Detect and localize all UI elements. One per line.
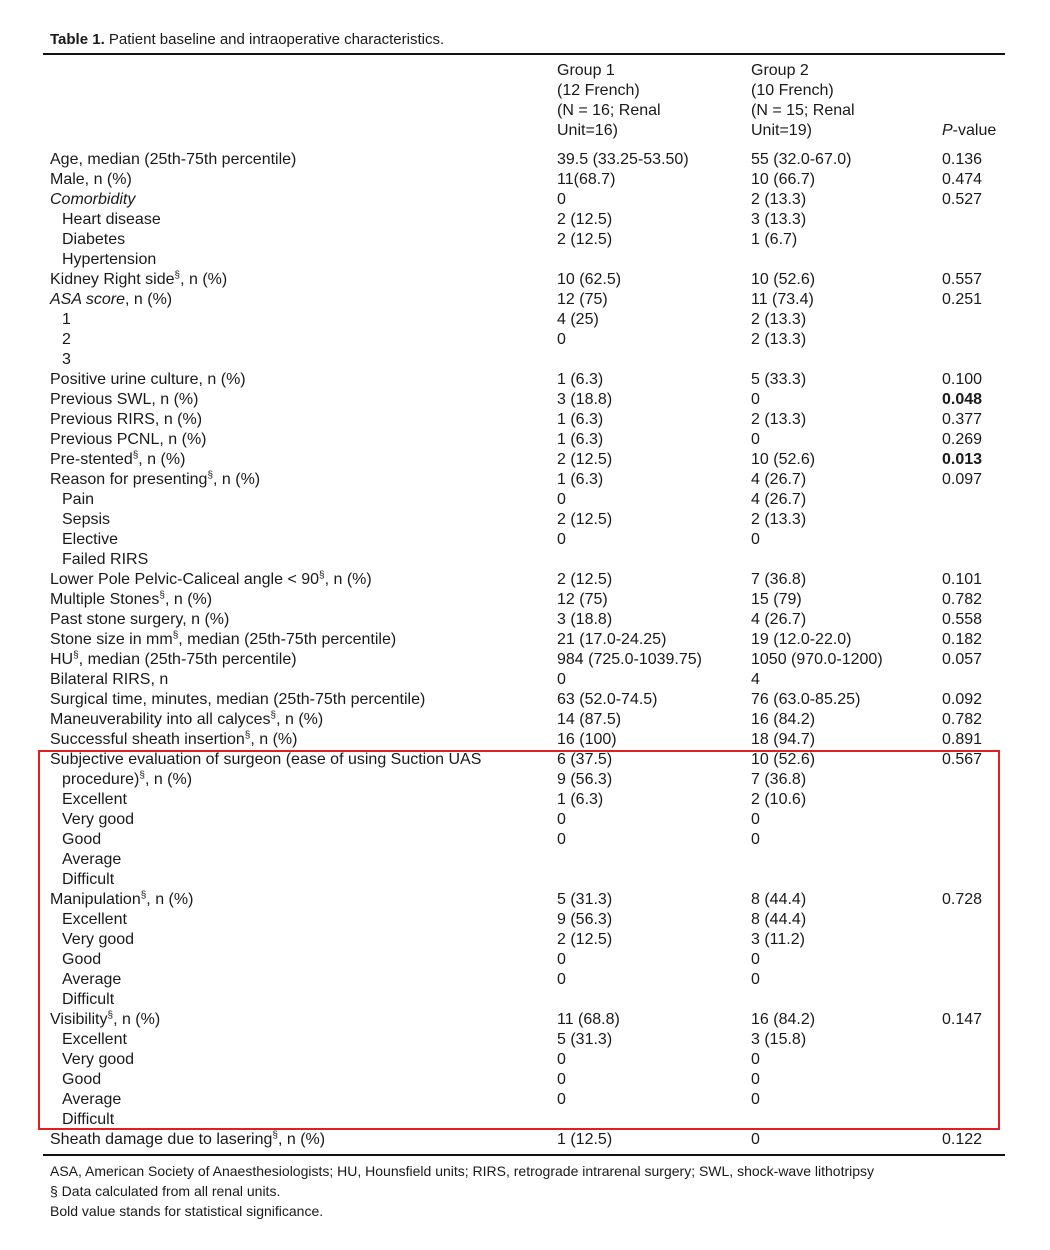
group1-value: 1 (12.5) — [557, 1131, 613, 1148]
p-value: 0.097 — [942, 471, 983, 488]
table-row — [0, 310, 1050, 330]
group1-header — [557, 61, 661, 141]
group1-value: 12 (75) — [557, 291, 608, 308]
row-label-text: HU — [50, 651, 74, 668]
row-label-text: Previous PCNL, n (%) — [50, 431, 207, 448]
row-label-text: 3 — [62, 351, 71, 368]
row-label — [62, 230, 125, 250]
group1-value: 2 (12.5) — [557, 211, 613, 228]
p-value: 0.269 — [942, 431, 983, 448]
table-row — [0, 230, 1050, 250]
group1-value: 1 (6.3) — [557, 791, 604, 808]
group2-value: 8 (44.4) — [751, 911, 807, 928]
pvalue-header-rest: -value — [952, 122, 997, 139]
table-row — [0, 390, 1050, 410]
group1-value: 3 (18.8) — [557, 611, 613, 628]
group1-value: 1 (6.3) — [557, 471, 604, 488]
table-title: Patient baseline and intraoperative characteristics. — [108, 31, 445, 48]
table-row — [0, 530, 1050, 550]
row-label — [50, 610, 229, 630]
group2-value: 3 (11.2) — [751, 931, 805, 948]
renal-unit-marker: § — [272, 1130, 278, 1141]
row-label — [50, 430, 207, 450]
group2-value: 11 (73.4) — [751, 291, 814, 308]
group1-value: 2 (12.5) — [557, 231, 613, 248]
row-label — [50, 270, 227, 290]
group2-value: 1050 (970.0-1200) — [751, 651, 883, 668]
group2-value: 2 (13.3) — [751, 311, 807, 328]
row-label-text: Male, n (%) — [50, 171, 132, 188]
row-label-text: Stone size in mm — [50, 631, 173, 648]
row-label — [50, 150, 296, 170]
row-label — [50, 370, 246, 390]
row-label — [50, 470, 260, 490]
row-label — [62, 550, 148, 570]
p-value: 0.147 — [942, 1011, 983, 1028]
table-row — [0, 430, 1050, 450]
group2-value: 55 (32.0-67.0) — [751, 151, 852, 168]
p-value: 0.527 — [942, 191, 983, 208]
row-label-text: Failed RIRS — [62, 551, 149, 568]
row-label-text: Pre-stented — [50, 451, 133, 468]
renal-unit-marker: § — [207, 470, 213, 481]
row-label — [50, 1130, 325, 1150]
group2-value: 76 (63.0-85.25) — [751, 691, 861, 708]
row-label — [62, 490, 94, 510]
group1-value: 5 (31.3) — [557, 1031, 613, 1048]
row-label-text: Excellent — [62, 911, 127, 928]
row-label-text: Comorbidity — [50, 191, 136, 208]
row-label — [50, 710, 323, 730]
group2-value: 10 (52.6) — [751, 451, 816, 468]
group1-value: 63 (52.0-74.5) — [557, 691, 658, 708]
p-value: 0.782 — [942, 711, 983, 728]
row-label — [62, 250, 156, 270]
renal-unit-marker: § — [139, 770, 145, 781]
group2-value: 3 (13.3) — [751, 211, 807, 228]
row-label — [50, 390, 198, 410]
row-label-suffix: , n (%) — [146, 891, 194, 908]
group2-value: 0 — [751, 1091, 760, 1108]
row-label-text: Maneuverability into all calyces — [50, 711, 271, 728]
group1-value: 11(68.7) — [557, 171, 616, 188]
row-label — [50, 650, 297, 670]
row-label-suffix: , n (%) — [138, 451, 186, 468]
highlight-box — [38, 750, 1000, 1130]
row-label — [50, 590, 212, 610]
footnote-renal-units: § Data calculated from all renal units. — [50, 1183, 281, 1199]
group2-value: 10 (52.6) — [751, 271, 816, 288]
table-row — [0, 610, 1050, 630]
row-label-text: Lower Pole Pelvic-Caliceal angle < 90 — [50, 571, 320, 588]
row-label-text: Good — [62, 831, 102, 848]
row-label-suffix: , n (%) — [113, 1011, 161, 1028]
row-label-text: Heart disease — [62, 211, 161, 228]
group2-header-line: (10 French) — [751, 82, 834, 99]
table-row — [0, 150, 1050, 170]
group2-value: 4 (26.7) — [751, 491, 807, 508]
group1-value: 3 (18.8) — [557, 391, 613, 408]
table-row — [0, 650, 1050, 670]
row-label-text: Pain — [62, 491, 95, 508]
row-label-text: Difficult — [62, 1111, 115, 1128]
group2-value: 0 — [751, 431, 760, 448]
row-label — [62, 510, 110, 530]
group2-value: 0 — [751, 531, 760, 548]
row-label — [50, 570, 372, 590]
p-value: 0.728 — [942, 891, 983, 908]
renal-unit-marker: § — [174, 270, 181, 281]
row-label — [62, 530, 118, 550]
row-label-text: Previous SWL, n (%) — [50, 391, 199, 408]
group2-value: 16 (84.2) — [751, 711, 816, 728]
p-value: 0.122 — [942, 1131, 983, 1148]
group2-value: 15 (79) — [751, 591, 802, 608]
group1-value: 0 — [557, 811, 566, 828]
group1-value: 0 — [557, 191, 566, 208]
row-label-text: Bilateral RIRS, n — [50, 671, 169, 688]
row-label — [62, 330, 71, 350]
renal-unit-marker: § — [159, 590, 165, 601]
row-label-text: Surgical time, minutes, median (25th-75th percentile) — [50, 691, 426, 708]
renal-unit-marker: § — [172, 630, 179, 641]
group1-value: 10 (62.5) — [557, 271, 622, 288]
p-value: 0.557 — [942, 271, 983, 288]
group1-value: 1 (6.3) — [557, 411, 604, 428]
p-value: 0.567 — [942, 751, 983, 768]
table-caption — [50, 30, 444, 50]
group2-value: 0 — [751, 951, 760, 968]
group1-value: 11 (68.8) — [557, 1011, 620, 1028]
group1-value: 2 (12.5) — [557, 931, 613, 948]
row-label-suffix: , median (25th-75th percentile) — [178, 631, 397, 648]
renal-unit-marker: § — [140, 890, 147, 901]
row-label — [62, 210, 161, 230]
row-label — [50, 630, 396, 650]
group2-value: 5 (33.3) — [751, 371, 807, 388]
p-value: 0.057 — [942, 651, 983, 668]
group1-value: 39.5 (33.25-53.50) — [557, 151, 689, 168]
table-row — [0, 210, 1050, 230]
table-row — [0, 1130, 1050, 1150]
group2-value: 10 (52.6) — [751, 751, 816, 768]
group1-value: 2 (12.5) — [557, 511, 613, 528]
p-value: 0.013 — [942, 451, 983, 468]
row-label-text: Very good — [62, 1051, 135, 1068]
group1-header-line: Unit=16) — [557, 122, 618, 139]
p-value: 0.558 — [942, 611, 983, 628]
row-label-text: ASA score — [50, 291, 125, 308]
row-label-text: Successful sheath insertion — [50, 731, 245, 748]
row-label-text: Excellent — [62, 1031, 127, 1048]
group2-value: 0 — [751, 1071, 760, 1088]
table-row — [0, 190, 1050, 210]
row-label-text: Visibility — [50, 1011, 108, 1028]
group1-value: 0 — [557, 331, 566, 348]
group1-value: 984 (725.0-1039.75) — [557, 651, 702, 668]
table-row — [0, 170, 1050, 190]
row-label-suffix: , n (%) — [276, 711, 324, 728]
row-label-text: Subjective evaluation of surgeon (ease of using Suction UAS — [50, 751, 482, 768]
row-label-text: Multiple Stones — [50, 591, 160, 608]
row-label-text: procedure) — [62, 771, 140, 788]
table-row — [0, 270, 1050, 290]
p-value: 0.891 — [942, 731, 983, 748]
group2-value: 4 (26.7) — [751, 471, 807, 488]
group1-value: 0 — [557, 491, 566, 508]
row-label — [50, 690, 425, 710]
row-label-suffix: , n (%) — [164, 591, 213, 608]
p-value: 0.101 — [942, 571, 983, 588]
group2-value: 7 (36.8) — [751, 571, 807, 588]
p-value: 0.377 — [942, 411, 983, 428]
table-row — [0, 330, 1050, 350]
p-value: 0.182 — [942, 631, 983, 648]
table-row — [0, 630, 1050, 650]
row-label-suffix: , median (25th-75th percentile) — [78, 651, 297, 668]
group2-header-line: (N = 15; Renal — [751, 102, 855, 119]
group2-value: 4 (26.7) — [751, 611, 807, 628]
group1-header-line: (12 French) — [557, 82, 640, 99]
group2-header — [751, 61, 855, 141]
table-row — [0, 590, 1050, 610]
p-value: 0.782 — [942, 591, 983, 608]
group1-value: 0 — [557, 1091, 566, 1108]
row-label-text: Positive urine culture, n (%) — [50, 371, 246, 388]
group2-value: 16 (84.2) — [751, 1011, 816, 1028]
row-label-text: Sepsis — [62, 511, 111, 528]
group2-header-line: Unit=19) — [751, 122, 812, 139]
group2-value: 2 (13.3) — [751, 411, 807, 428]
group2-value: 0 — [751, 1131, 760, 1148]
group2-value: 10 (66.7) — [751, 171, 816, 188]
group1-value: 16 (100) — [557, 731, 617, 748]
top-rule — [43, 53, 1005, 55]
table-row — [0, 550, 1050, 570]
row-label-text: Previous RIRS, n (%) — [50, 411, 203, 428]
group1-value: 0 — [557, 531, 566, 548]
renal-unit-marker: § — [73, 650, 79, 661]
group1-value: 5 (31.3) — [557, 891, 613, 908]
row-label-text: Good — [62, 1071, 102, 1088]
table-row — [0, 470, 1050, 490]
table-row — [0, 570, 1050, 590]
row-label-text: Average — [62, 851, 122, 868]
table-row — [0, 370, 1050, 390]
row-label-suffix: , n (%) — [180, 271, 228, 288]
group1-value: 0 — [557, 1071, 566, 1088]
table-row — [0, 730, 1050, 750]
group1-value: 0 — [557, 671, 566, 688]
group2-header-line: Group 2 — [751, 62, 809, 79]
row-label-text: 2 — [62, 331, 71, 348]
group1-value: 0 — [557, 1051, 566, 1068]
group2-value: 0 — [751, 971, 760, 988]
row-label — [50, 170, 132, 190]
row-label-suffix: , n (%) — [250, 731, 298, 748]
group2-value: 3 (15.8) — [751, 1031, 807, 1048]
group2-value: 7 (36.8) — [751, 771, 807, 788]
table-row — [0, 670, 1050, 690]
row-label — [50, 190, 135, 210]
row-label — [50, 670, 168, 690]
row-label — [50, 730, 297, 750]
group1-value: 9 (56.3) — [557, 911, 613, 928]
table-row — [0, 410, 1050, 430]
group1-value: 6 (37.5) — [557, 751, 613, 768]
group1-value: 4 (25) — [557, 311, 599, 328]
pvalue-header-italic: P — [942, 122, 953, 139]
row-label-suffix: , n (%) — [125, 291, 173, 308]
row-label-text: Manipulation — [50, 891, 141, 908]
renal-unit-marker: § — [270, 710, 277, 721]
row-label-text: Past stone surgery, n (%) — [50, 611, 230, 628]
group1-header-line: Group 1 — [557, 62, 615, 79]
row-label-text: Diabetes — [62, 231, 126, 248]
group2-value: 8 (44.4) — [751, 891, 807, 908]
renal-unit-marker: § — [244, 730, 251, 741]
renal-unit-marker: § — [319, 570, 325, 581]
group2-value: 2 (13.3) — [751, 191, 807, 208]
group2-value: 2 (13.3) — [751, 511, 807, 528]
group1-value: 14 (87.5) — [557, 711, 622, 728]
row-label-suffix: , n (%) — [213, 471, 261, 488]
group2-value: 0 — [751, 391, 760, 408]
table-row — [0, 250, 1050, 270]
group1-value: 1 (6.3) — [557, 371, 604, 388]
row-label-text: Good — [62, 951, 102, 968]
table-row — [0, 490, 1050, 510]
group1-header-line: (N = 16; Renal — [557, 102, 661, 119]
group2-value: 0 — [751, 1051, 760, 1068]
table-row — [0, 450, 1050, 470]
renal-unit-marker: § — [107, 1010, 114, 1021]
group1-value: 9 (56.3) — [557, 771, 613, 788]
group1-value: 0 — [557, 951, 566, 968]
group2-value: 18 (94.7) — [751, 731, 816, 748]
footnote-abbreviations: ASA, American Society of Anaesthesiologists; HU, Hounsfield units; RIRS, retrograde intrarenal surgery; SWL, shock-wave lithotripsy — [50, 1163, 875, 1179]
group1-value: 21 (17.0-24.25) — [557, 631, 667, 648]
group2-value: 0 — [751, 811, 760, 828]
row-label-text: Difficult — [62, 871, 115, 888]
group2-value: 0 — [751, 831, 760, 848]
p-value: 0.048 — [942, 391, 983, 408]
row-label-text: Hypertension — [62, 251, 157, 268]
row-label-text: Sheath damage due to lasering — [50, 1131, 273, 1148]
group1-value: 0 — [557, 831, 566, 848]
group2-value: 2 (13.3) — [751, 331, 807, 348]
table-row — [0, 690, 1050, 710]
p-value: 0.136 — [942, 151, 983, 168]
row-label-suffix: , n (%) — [144, 771, 193, 788]
row-label-suffix: , n (%) — [277, 1131, 326, 1148]
row-label-text: Average — [62, 971, 122, 988]
row-label-text: Average — [62, 1091, 122, 1108]
group1-value: 2 (12.5) — [557, 571, 613, 588]
row-label-text: Very good — [62, 811, 135, 828]
group1-value: 2 (12.5) — [557, 451, 613, 468]
footnotes — [50, 1161, 874, 1221]
row-label-text: Kidney Right side — [50, 271, 175, 288]
p-value: 0.251 — [942, 291, 983, 308]
group1-value: 1 (6.3) — [557, 431, 604, 448]
p-value: 0.474 — [942, 171, 983, 188]
group2-value: 2 (10.6) — [751, 791, 807, 808]
row-label — [50, 290, 172, 310]
group2-value: 1 (6.7) — [751, 231, 798, 248]
row-label-suffix: , n (%) — [324, 571, 372, 588]
table-row — [0, 510, 1050, 530]
row-label-text: 1 — [62, 311, 71, 328]
table-row — [0, 290, 1050, 310]
row-label — [50, 450, 185, 470]
row-label — [50, 410, 202, 430]
bottom-rule — [43, 1154, 1005, 1156]
table-number: Table 1. — [50, 31, 105, 48]
row-label-text: Reason for presenting — [50, 471, 208, 488]
row-label — [62, 350, 71, 370]
table-row — [0, 350, 1050, 370]
row-label-text: Very good — [62, 931, 135, 948]
group1-value: 0 — [557, 971, 566, 988]
table-row — [0, 710, 1050, 730]
group1-value: 12 (75) — [557, 591, 608, 608]
p-value: 0.100 — [942, 371, 983, 388]
row-label-text: Excellent — [62, 791, 127, 808]
group2-value: 19 (12.0-22.0) — [751, 631, 852, 648]
p-value: 0.092 — [942, 691, 983, 708]
renal-unit-marker: § — [132, 450, 139, 461]
row-label — [62, 310, 71, 330]
row-label-text: Difficult — [62, 991, 115, 1008]
row-label-text: Elective — [62, 531, 119, 548]
pvalue-header — [942, 121, 996, 141]
group2-value: 4 — [751, 671, 760, 688]
footnote-bold: Bold value stands for statistical significance. — [50, 1203, 324, 1219]
row-label-text: Age, median (25th-75th percentile) — [50, 151, 297, 168]
